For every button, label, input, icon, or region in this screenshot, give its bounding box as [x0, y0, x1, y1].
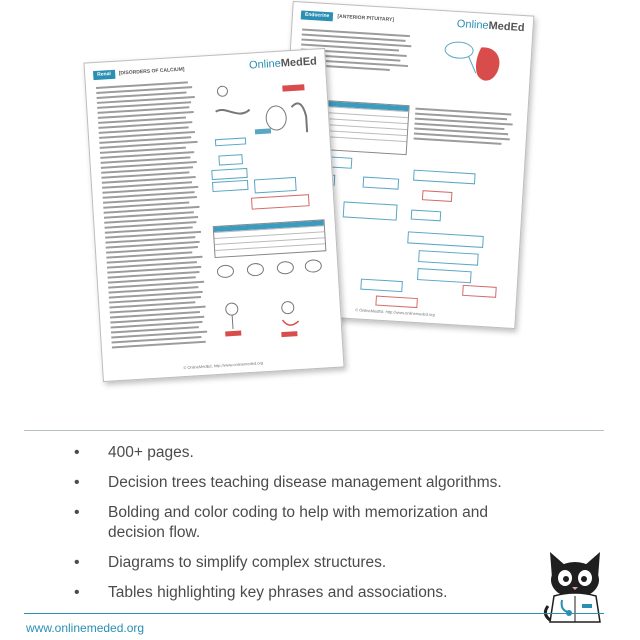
feature-item: • 400+ pages. [74, 444, 194, 461]
page-tab: Renal [93, 70, 115, 80]
website-link[interactable]: www.onlinemeded.org [26, 621, 145, 635]
feature-item: • Decision trees teaching disease management algorithms. [74, 474, 502, 491]
gland-icons [215, 255, 326, 282]
bullet-icon: • [74, 504, 80, 521]
page-footer: © OnlineMedEd. http://www.onlinemeded.org [354, 307, 436, 318]
page-header [301, 10, 439, 27]
page-subtitle: [DISORDERS OF CALCIUM] [118, 66, 185, 77]
pituitary-diagram [438, 35, 512, 99]
bullet-icon: • [74, 554, 80, 571]
feedback-diagram [217, 293, 329, 344]
brand-logo: OnlineMedEd [456, 17, 525, 35]
page-header [93, 63, 231, 80]
feature-item: • Tables highlighting key phrases and associations. [74, 584, 448, 601]
page-subtitle: [ANTERIOR PITUITARY] [337, 13, 395, 24]
bullet-icon: • [74, 444, 80, 461]
feature-list [62, 443, 532, 613]
feature-item: • Diagrams to simplify complex structures. [74, 554, 387, 571]
page-tab: Endocrine [301, 10, 334, 21]
page-footer: © OnlineMedEd. http://www.onlinemeded.org [183, 360, 264, 371]
section-divider [24, 430, 604, 431]
calcium-diagram [204, 75, 324, 152]
brand-logo: OnlineMedEd [248, 55, 318, 72]
calcium-table [213, 219, 327, 258]
footer-divider [24, 613, 604, 614]
feature-item: • Bolding and color coding to help with memorization and decision flow. [74, 504, 488, 541]
bullet-icon: • [74, 584, 80, 601]
bullet-icon: • [74, 474, 80, 491]
notes-page-renal [83, 48, 344, 382]
